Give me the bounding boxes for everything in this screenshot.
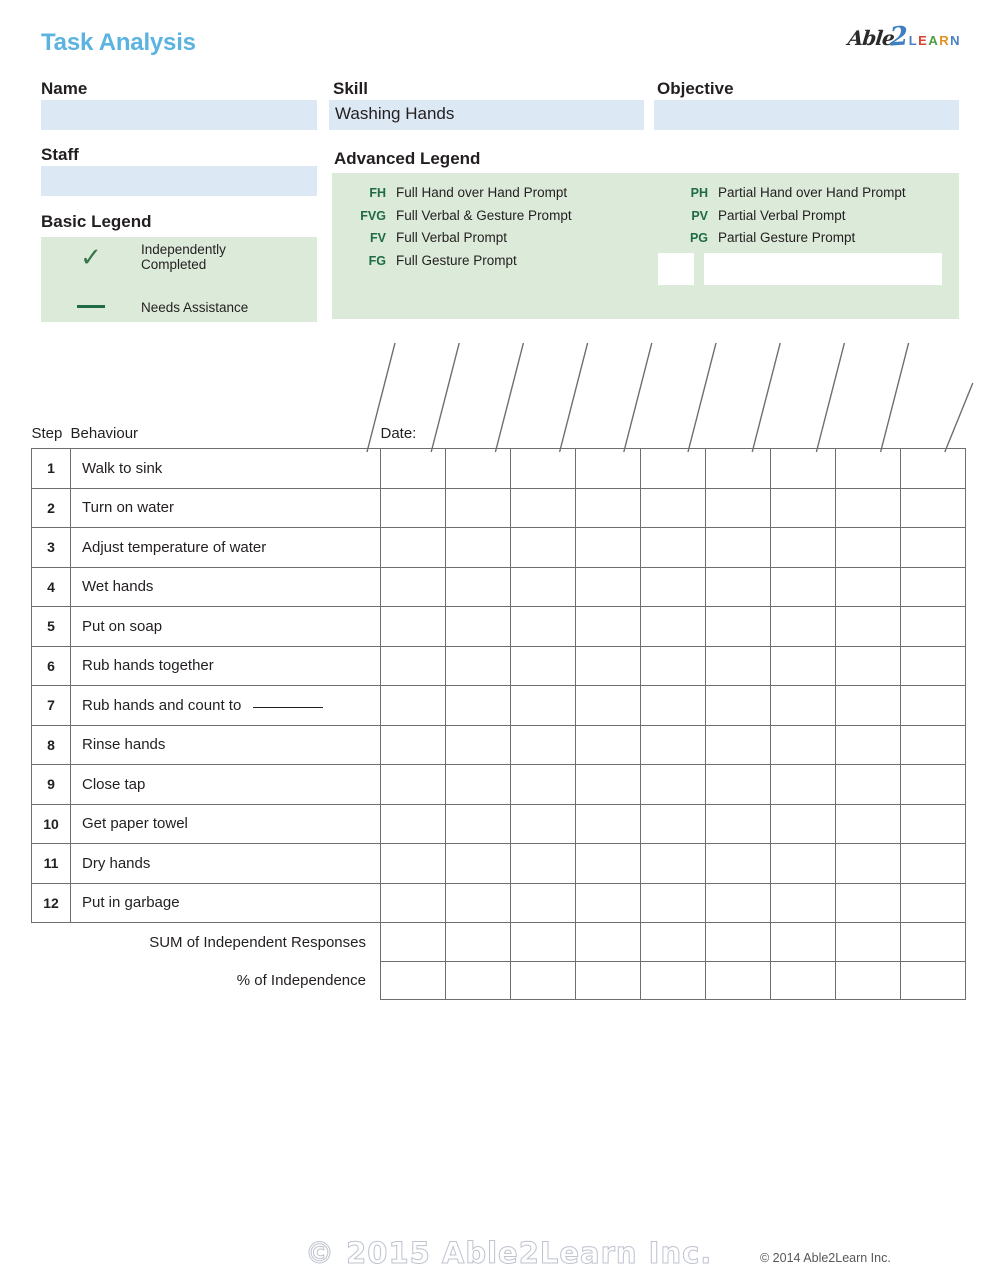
score-cell[interactable] (511, 686, 576, 726)
behaviour-cell (71, 725, 381, 765)
score-cell[interactable] (836, 528, 901, 568)
advanced-legend-right-column (668, 185, 906, 253)
summary-value-cell[interactable] (511, 923, 576, 962)
score-cell[interactable] (706, 488, 771, 528)
header-step: Step (31, 425, 63, 442)
basic-legend-item-independent (41, 242, 226, 272)
score-cell[interactable] (446, 607, 511, 647)
advanced-legend-panel (332, 173, 959, 319)
legend-code: PG (689, 231, 708, 245)
table-row (32, 686, 966, 726)
legend-text: Full Verbal & Gesture Prompt (396, 207, 572, 223)
legend-code: PH (690, 186, 708, 200)
logo-letter-r: R (939, 33, 951, 48)
table-row (32, 449, 966, 489)
score-cell[interactable] (641, 686, 706, 726)
score-cell[interactable] (706, 528, 771, 568)
staff-label: Staff (41, 145, 79, 164)
score-cell[interactable] (641, 804, 706, 844)
step-number: 10 (32, 804, 71, 844)
score-cell[interactable] (836, 449, 901, 489)
score-cell[interactable] (771, 646, 836, 686)
score-cell[interactable] (576, 686, 641, 726)
behaviour-text: Put in garbage (82, 894, 180, 912)
score-cell[interactable] (901, 488, 966, 528)
score-cell[interactable] (511, 646, 576, 686)
behaviour-text: Turn on water (82, 499, 174, 517)
behaviour-text: Adjust temperature of water (82, 538, 267, 556)
step-number: 11 (32, 844, 71, 884)
score-cell[interactable] (511, 765, 576, 805)
footer-copyright: © 2014 Able2Learn Inc. (760, 1251, 891, 1265)
behaviour-text: Put on soap (82, 617, 163, 635)
summary-label: % of Independence (236, 971, 366, 989)
name-value (41, 100, 317, 104)
table-row (32, 844, 966, 884)
score-cell[interactable] (836, 607, 901, 647)
staff-value (41, 166, 317, 170)
score-cell[interactable] (771, 567, 836, 607)
summary-value-cell[interactable] (836, 923, 901, 962)
summary-label: SUM of Independent Responses (149, 933, 366, 951)
behaviour-cell (71, 449, 381, 489)
name-input[interactable] (41, 100, 317, 130)
behaviour-cell (71, 567, 381, 607)
summary-row (32, 923, 966, 962)
score-cell[interactable] (901, 567, 966, 607)
score-cell[interactable] (641, 528, 706, 568)
behaviour-cell (71, 883, 381, 923)
behaviour-text: Dry hands (82, 854, 151, 872)
fill-in-blank-line[interactable] (253, 706, 323, 708)
legend-text: Partial Hand over Hand Prompt (718, 185, 906, 200)
score-cell[interactable] (446, 646, 511, 686)
score-cell[interactable] (771, 765, 836, 805)
able2learn-logo (848, 22, 961, 52)
score-cell[interactable] (511, 607, 576, 647)
score-cell[interactable] (381, 765, 446, 805)
dash-icon (41, 298, 141, 316)
score-cell[interactable] (641, 449, 706, 489)
score-cell[interactable] (446, 883, 511, 923)
basic-legend-item-label (141, 242, 226, 272)
score-cell[interactable] (706, 883, 771, 923)
score-cell[interactable] (706, 765, 771, 805)
skill-value: Washing Hands (335, 104, 455, 123)
score-cell[interactable] (771, 804, 836, 844)
score-cell[interactable] (706, 686, 771, 726)
summary-row (32, 961, 966, 999)
score-cell[interactable] (901, 686, 966, 726)
advanced-legend-left-column (346, 185, 572, 275)
header-behaviour: Behaviour (70, 425, 139, 442)
table-row (32, 528, 966, 568)
objective-label: Objective (657, 79, 734, 98)
score-cell[interactable] (901, 844, 966, 884)
score-cell[interactable] (511, 567, 576, 607)
table-row (32, 883, 966, 923)
behaviour-cell (71, 607, 381, 647)
score-cell[interactable] (641, 646, 706, 686)
score-cell[interactable] (836, 725, 901, 765)
score-cell[interactable] (771, 488, 836, 528)
summary-value-cell[interactable] (381, 923, 446, 962)
score-cell[interactable] (641, 844, 706, 884)
score-cell[interactable] (446, 844, 511, 884)
score-cell[interactable] (706, 607, 771, 647)
legend-code: FH (369, 186, 386, 200)
table-head (32, 425, 966, 449)
score-cell[interactable] (771, 528, 836, 568)
score-cell[interactable] (836, 804, 901, 844)
score-cell[interactable] (381, 449, 446, 489)
table-row (32, 646, 966, 686)
score-cell[interactable] (576, 844, 641, 884)
score-cell[interactable] (381, 883, 446, 923)
legend-code: FV (370, 231, 386, 245)
score-cell[interactable] (511, 804, 576, 844)
basic-legend-item-label: Needs Assistance (141, 299, 249, 315)
score-cell[interactable] (706, 844, 771, 884)
behaviour-cell (71, 528, 381, 568)
legend-text: Partial Gesture Prompt (718, 230, 856, 245)
objective-input[interactable] (654, 100, 959, 130)
table-row (32, 765, 966, 805)
staff-input[interactable] (41, 166, 317, 196)
behaviour-cell (71, 686, 381, 726)
skill-input[interactable] (329, 100, 644, 130)
advanced-legend-item (668, 185, 906, 208)
score-cell[interactable] (836, 844, 901, 884)
legend-code: FVG (360, 208, 386, 223)
page-title: Task Analysis (41, 29, 196, 56)
objective-value (654, 100, 959, 104)
behaviour-cell (71, 646, 381, 686)
legend-text: Full Verbal Prompt (396, 230, 508, 245)
checkmark-icon: ✓ (80, 241, 102, 272)
score-cell[interactable] (511, 528, 576, 568)
score-cell[interactable] (836, 883, 901, 923)
legend-code: FG (368, 253, 386, 268)
score-cell[interactable] (901, 725, 966, 765)
advanced-legend-item (346, 253, 572, 276)
task-analysis-table-wrap (31, 425, 966, 1000)
score-cell[interactable] (836, 646, 901, 686)
score-cell[interactable] (706, 567, 771, 607)
score-cell[interactable] (901, 449, 966, 489)
score-cell[interactable] (576, 449, 641, 489)
behaviour-cell (71, 804, 381, 844)
step-number: 7 (32, 686, 71, 726)
basic-legend-heading: Basic Legend (41, 212, 152, 231)
score-cell[interactable] (446, 528, 511, 568)
behaviour-cell (71, 844, 381, 884)
step-number: 1 (32, 449, 71, 489)
table-body (32, 449, 966, 1000)
table-row (32, 567, 966, 607)
behaviour-text: Get paper towel (82, 815, 188, 833)
logo-word-able: Able (846, 26, 895, 50)
score-cell[interactable] (576, 488, 641, 528)
score-cell[interactable] (706, 646, 771, 686)
score-cell[interactable] (576, 725, 641, 765)
score-cell[interactable] (706, 725, 771, 765)
behaviour-text: Walk to sink (82, 459, 163, 477)
score-cell[interactable] (511, 488, 576, 528)
score-cell[interactable] (641, 883, 706, 923)
score-cell[interactable] (576, 765, 641, 805)
step-number: 3 (32, 528, 71, 568)
summary-value-cell[interactable] (511, 961, 576, 999)
logo-letter-n: N (950, 33, 961, 48)
score-cell[interactable] (836, 686, 901, 726)
score-cell[interactable] (446, 686, 511, 726)
score-cell[interactable] (381, 646, 446, 686)
score-cell[interactable] (641, 488, 706, 528)
basic-legend-line2: Completed (141, 257, 207, 272)
legend-code: PV (691, 208, 708, 223)
legend-text: Full Hand over Hand Prompt (396, 185, 568, 200)
score-cell[interactable] (706, 804, 771, 844)
behaviour-text: Rub hands and count to (82, 696, 246, 714)
score-cell[interactable] (901, 883, 966, 923)
score-cell[interactable] (446, 488, 511, 528)
table-row (32, 804, 966, 844)
behaviour-text: Rub hands together (82, 657, 214, 675)
score-cell[interactable] (381, 725, 446, 765)
score-cell[interactable] (576, 607, 641, 647)
step-number: 8 (32, 725, 71, 765)
score-cell[interactable] (576, 646, 641, 686)
score-cell[interactable] (576, 528, 641, 568)
summary-value-cell[interactable] (381, 961, 446, 999)
score-cell[interactable] (771, 607, 836, 647)
summary-value-cell[interactable] (706, 923, 771, 962)
score-cell[interactable] (901, 607, 966, 647)
score-cell[interactable] (706, 449, 771, 489)
step-number: 9 (32, 765, 71, 805)
step-number: 12 (32, 883, 71, 923)
watermark-copyright: © 2015 Able2Learn Inc. (305, 1236, 713, 1270)
behaviour-text: Wet hands (82, 578, 154, 596)
score-cell[interactable] (511, 449, 576, 489)
summary-value-cell[interactable] (641, 961, 706, 999)
summary-value-cell[interactable] (576, 923, 641, 962)
logo-letter-l: L (908, 33, 919, 48)
advanced-legend-item (668, 208, 906, 231)
custom-legend-text-input[interactable] (704, 253, 942, 285)
score-cell[interactable] (381, 528, 446, 568)
summary-value-cell[interactable] (901, 923, 966, 962)
basic-legend-line1: Independently (141, 242, 226, 257)
summary-value-cell[interactable] (641, 923, 706, 962)
behaviour-cell (71, 765, 381, 805)
summary-value-cell[interactable] (771, 923, 836, 962)
behaviour-cell (71, 488, 381, 528)
score-cell[interactable] (381, 488, 446, 528)
score-cell[interactable] (836, 567, 901, 607)
score-cell[interactable] (901, 646, 966, 686)
score-cell[interactable] (381, 567, 446, 607)
score-cell[interactable] (381, 804, 446, 844)
score-cell[interactable] (641, 607, 706, 647)
summary-value-cell[interactable] (706, 961, 771, 999)
table-row (32, 488, 966, 528)
score-cell[interactable] (381, 844, 446, 884)
legend-text: Partial Verbal Prompt (718, 207, 846, 223)
summary-value-cell[interactable] (446, 923, 511, 962)
table-row (32, 607, 966, 647)
score-cell[interactable] (641, 567, 706, 607)
advanced-legend-item (346, 230, 572, 253)
score-cell[interactable] (771, 844, 836, 884)
behaviour-text: Close tap (82, 775, 146, 793)
score-cell[interactable] (641, 765, 706, 805)
score-cell[interactable] (446, 449, 511, 489)
name-label: Name (41, 79, 88, 98)
logo-digit-two: 2 (888, 21, 909, 53)
score-cell[interactable] (576, 883, 641, 923)
table-header-row (32, 425, 966, 449)
step-number: 6 (32, 646, 71, 686)
score-cell[interactable] (836, 488, 901, 528)
score-cell[interactable] (511, 725, 576, 765)
score-cell[interactable] (446, 804, 511, 844)
score-cell[interactable] (511, 883, 576, 923)
step-number: 5 (32, 607, 71, 647)
score-cell[interactable] (836, 765, 901, 805)
custom-legend-code-input[interactable] (658, 253, 694, 285)
score-cell[interactable] (771, 449, 836, 489)
step-number: 2 (32, 488, 71, 528)
task-analysis-table (31, 425, 966, 1000)
score-cell[interactable] (641, 725, 706, 765)
behaviour-text: Rinse hands (82, 736, 166, 754)
score-cell[interactable] (771, 686, 836, 726)
summary-value-cell[interactable] (901, 961, 966, 999)
score-cell[interactable] (446, 725, 511, 765)
score-cell[interactable] (901, 765, 966, 805)
header-date: Date: (380, 425, 417, 442)
score-cell[interactable] (576, 804, 641, 844)
score-cell[interactable] (771, 725, 836, 765)
table-row (32, 725, 966, 765)
score-cell[interactable] (381, 686, 446, 726)
step-number: 4 (32, 567, 71, 607)
legend-text: Full Gesture Prompt (396, 252, 517, 268)
score-cell[interactable] (901, 528, 966, 568)
summary-value-cell[interactable] (446, 961, 511, 999)
logo-letter-e: E (918, 33, 929, 48)
advanced-legend-item (346, 208, 572, 231)
score-cell[interactable] (511, 844, 576, 884)
summary-value-cell[interactable] (576, 961, 641, 999)
logo-letter-a: A (928, 33, 940, 48)
advanced-legend-item (668, 230, 906, 253)
basic-legend-panel (41, 237, 317, 322)
score-cell[interactable] (771, 883, 836, 923)
skill-label: Skill (333, 79, 368, 98)
score-cell[interactable] (576, 567, 641, 607)
basic-legend-item-assistance (41, 298, 248, 316)
summary-value-cell[interactable] (771, 961, 836, 999)
advanced-legend-heading: Advanced Legend (334, 149, 481, 168)
score-cell[interactable] (446, 765, 511, 805)
score-cell[interactable] (381, 607, 446, 647)
advanced-legend-item (346, 185, 572, 208)
summary-value-cell[interactable] (836, 961, 901, 999)
score-cell[interactable] (446, 567, 511, 607)
score-cell[interactable] (901, 804, 966, 844)
